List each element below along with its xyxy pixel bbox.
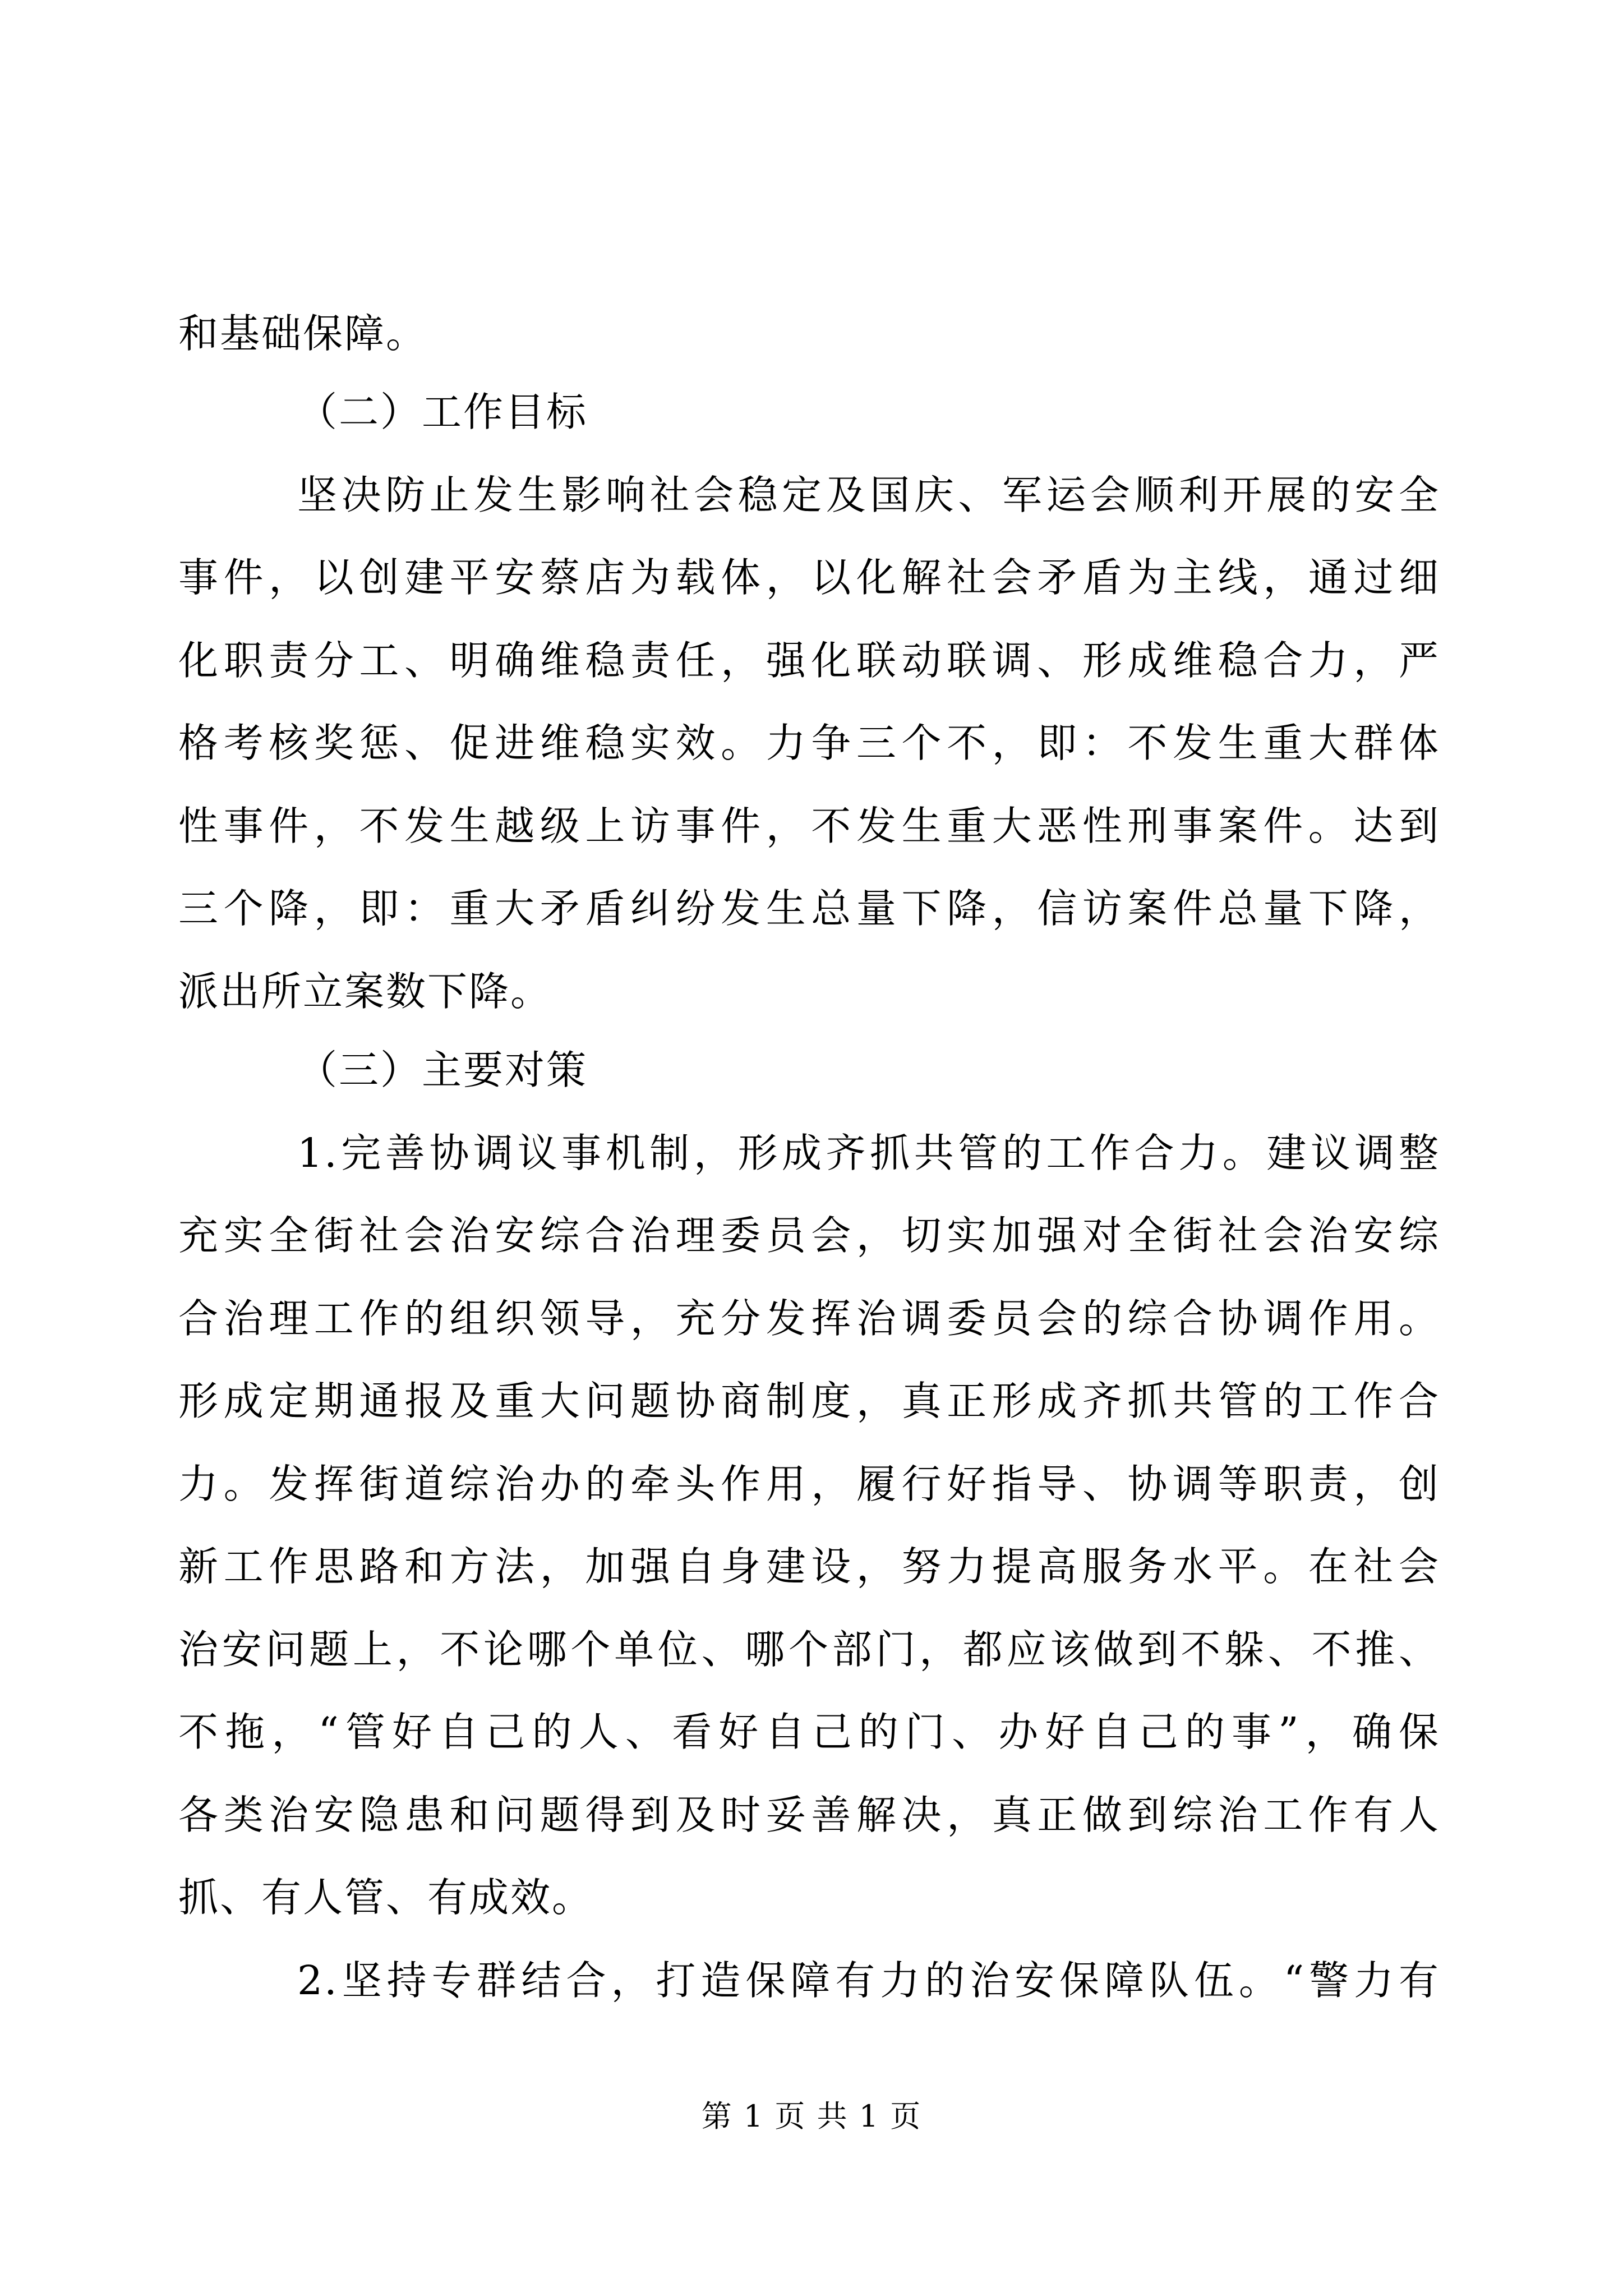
paragraph-line: 力。发挥街道综治办的牵头作用，履行好指导、协调等职责，创 (178, 1461, 1440, 1507)
paragraph-line: 1.完善协调议事机制，形成齐抓共管的工作合力。建议调整 (297, 1130, 1440, 1176)
section-heading: （二）工作目标 (297, 389, 588, 435)
paragraph-line: 2.坚持专群结合，打造保障有力的治安保障队伍。“警力有 (297, 1957, 1440, 2004)
paragraph-line: 治安问题上，不论哪个单位、哪个部门，都应该做到不躲、不推、 (178, 1626, 1440, 1673)
paragraph-line: 派出所立案数下降。 (178, 968, 552, 1015)
paragraph-line: 形成定期通报及重大问题协商制度，真正形成齐抓共管的工作合 (178, 1378, 1440, 1424)
paragraph-line: 新工作思路和方法，加强自身建设，努力提高服务水平。在社会 (178, 1543, 1440, 1590)
page-footer: 第 1 页 共 1 页 (701, 2099, 922, 2134)
paragraph-line: 事件，以创建平安蔡店为载体，以化解社会矛盾为主线，通过细 (178, 554, 1440, 601)
paragraph-line: 合治理工作的组织领导，充分发挥治调委员会的综合协调作用。 (178, 1295, 1440, 1342)
paragraph-line: 化职责分工、明确维稳责任，强化联动联调、形成维稳合力，严 (178, 637, 1440, 684)
paragraph-line: 充实全街社会治安综合治理委员会，切实加强对全街社会治安综 (178, 1212, 1440, 1259)
paragraph-line: 性事件，不发生越级上访事件，不发生重大恶性刑事案件。达到 (178, 803, 1440, 849)
paragraph-line: 格考核奖惩、促进维稳实效。力争三个不，即：不发生重大群体 (178, 720, 1440, 766)
paragraph-line: 各类治安隐患和问题得到及时妥善解决，真正做到综治工作有人 (178, 1792, 1440, 1838)
paragraph-line: 不拖，“管好自己的人、看好自己的门、办好自己的事”，确保 (178, 1709, 1440, 1755)
paragraph-line: 三个降，即：重大矛盾纠纷发生总量下降，信访案件总量下降， (178, 885, 1440, 932)
paragraph-line: 坚决防止发生影响社会稳定及国庆、军运会顺利开展的安全 (297, 472, 1440, 518)
paragraph-line: 抓、有人管、有成效。 (178, 1874, 594, 1921)
section-heading: （三）主要对策 (297, 1047, 588, 1093)
paragraph-line: 和基础保障。 (178, 310, 428, 357)
